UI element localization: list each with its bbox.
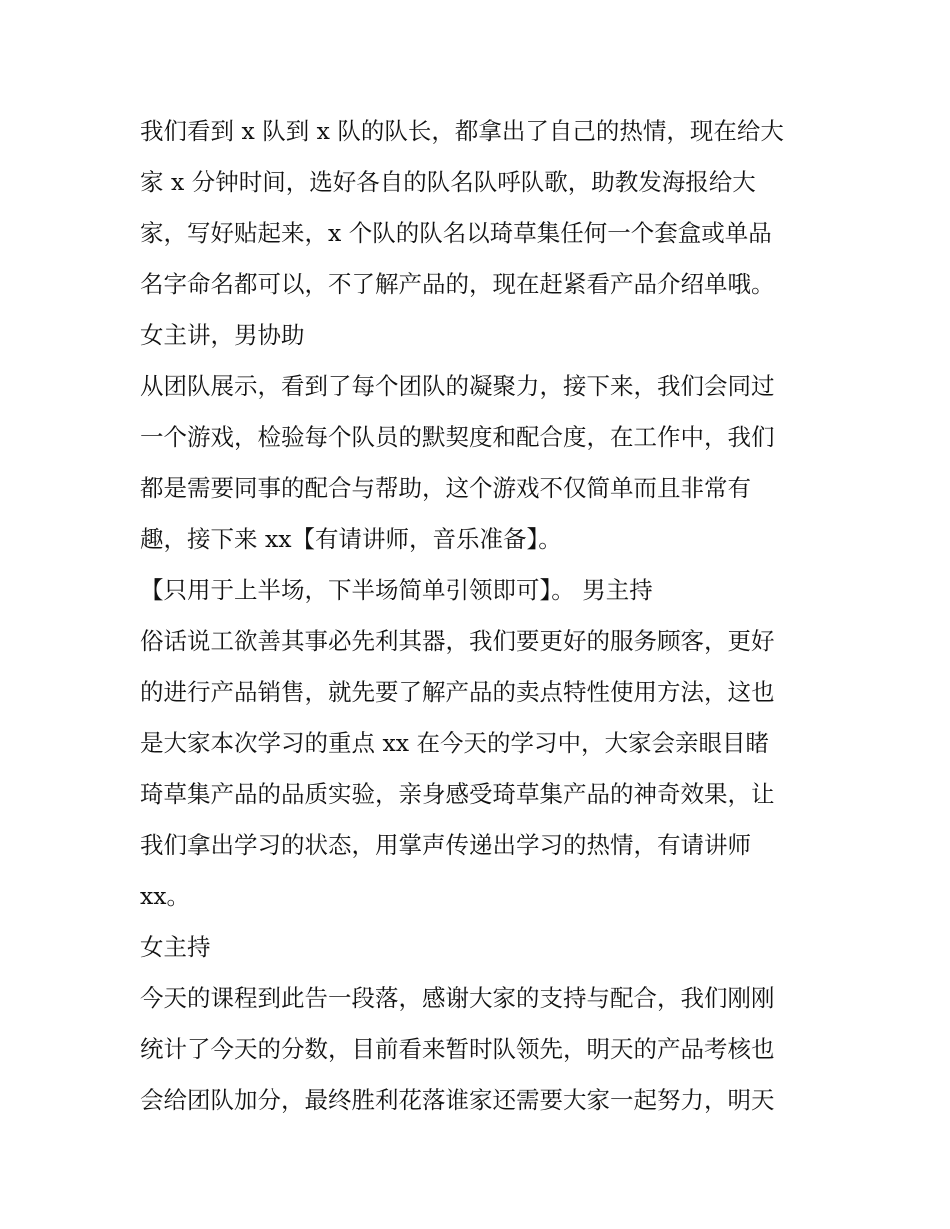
text-line: 家 x 分钟时间，选好各自的队名队呼队歌，助教发海报给大 (140, 168, 756, 196)
text-line: 我们拿出学习的状态，用掌声传递出学习的热情，有请讲师 (140, 831, 751, 859)
text-line: 的进行产品销售，就先要了解产品的卖点特性使用方法，这也 (140, 678, 775, 706)
text-line: 【只用于上半场，下半场简单引领即可】。 男主持 (140, 576, 653, 604)
document-body (140, 106, 820, 1126)
text-line: 今天的课程到此告一段落，感谢大家的支持与配合，我们刚刚 (140, 984, 775, 1012)
text-line: 从团队展示，看到了每个团队的凝聚力，接下来，我们会同过 (140, 372, 775, 400)
text-line: xx。 (140, 882, 191, 910)
text-line: 都是需要同事的配合与帮助，这个游戏不仅简单而且非常有 (140, 474, 751, 502)
text-line: 家，写好贴起来，x 个队的队名以琦草集任何一个套盒或单品 (140, 219, 772, 247)
speaker-note: 女主持 (140, 933, 211, 961)
text-line: 统计了今天的分数，目前看来暂时队领先，明天的产品考核也 (140, 1035, 775, 1063)
text-line: 俗话说工欲善其事必先利其器，我们要更好的服务顾客，更好 (140, 627, 775, 655)
text-line: 名字命名都可以，不了解产品的，现在赶紧看产品介绍单哦。 (140, 270, 775, 298)
text-line: 琦草集产品的品质实验，亲身感受琦草集产品的神奇效果，让 (140, 780, 775, 808)
text-line: 一个游戏，检验每个队员的默契度和配合度，在工作中，我们 (140, 423, 775, 451)
text-line: 是大家本次学习的重点 xx 在今天的学习中，大家会亲眼目睹 (140, 729, 769, 757)
text-line: 会给团队加分，最终胜利花落谁家还需要大家一起努力，明天 (140, 1086, 775, 1114)
text-line: 我们看到 x 队到 x 队的队长，都拿出了自己的热情，现在给大 (140, 117, 784, 145)
text-line: 趣，接下来 xx【有请讲师，音乐准备】。 (140, 525, 562, 553)
speaker-note: 女主讲，男协助 (140, 321, 305, 349)
